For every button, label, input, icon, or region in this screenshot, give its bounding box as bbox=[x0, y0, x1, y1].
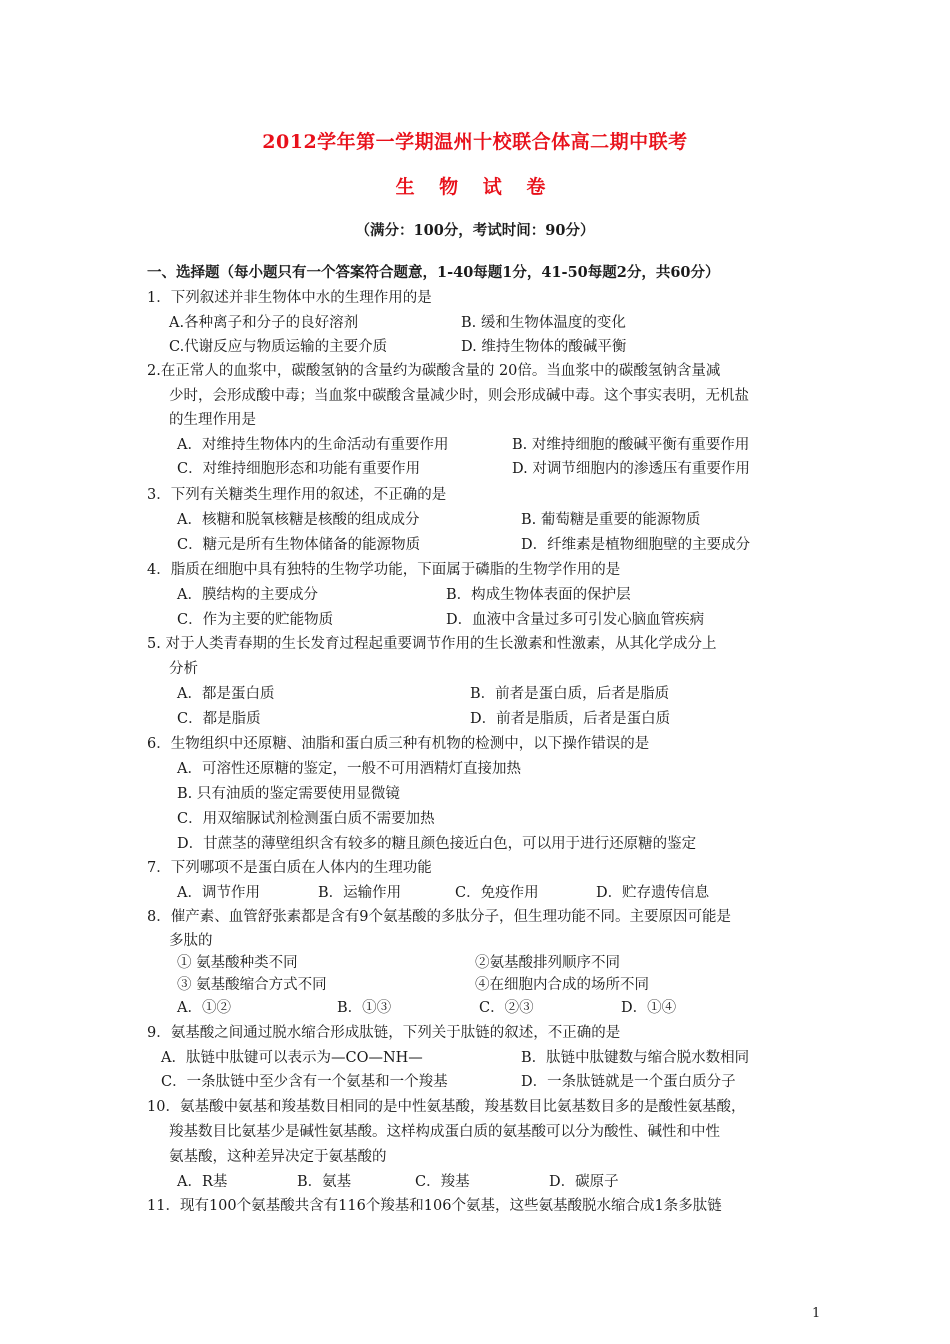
q11-stem: 11．现有100个氨基酸共含有116个羧基和106个氨基，这些氨基酸脱水缩合成1条多肽链 bbox=[147, 1198, 722, 1214]
q8-option-a: A．①② bbox=[177, 1000, 231, 1016]
q9-option-b: B．肽链中肽键数与缩合脱水数相同 bbox=[521, 1050, 750, 1066]
subject-title: 生 物 试 卷 bbox=[395, 176, 555, 198]
q1-option-d: D. 维持生物体的酸碱平衡 bbox=[461, 339, 627, 355]
q2-option-b: B. 对维持细胞的酸碱平衡有重要作用 bbox=[512, 437, 750, 453]
q8-item-4: ④在细胞内合成的场所不同 bbox=[475, 977, 649, 993]
q9-option-d: D．一条肽链就是一个蛋白质分子 bbox=[521, 1074, 736, 1090]
exam-title: 2012学年第一学期温州十校联合体高二期中联考 bbox=[262, 131, 688, 153]
q8-option-d: D．①④ bbox=[621, 1000, 677, 1016]
q4-stem: 4．脂质在细胞中具有独特的生物学功能，下面属于磷脂的生物学作用的是 bbox=[147, 562, 621, 578]
q2-stem-line1: 2.在正常人的血浆中，碳酸氢钠的含量约为碳酸含量的 20倍。当血浆中的碳酸氢钠含量减 bbox=[147, 363, 721, 379]
q8-item-2: ②氨基酸排列顺序不同 bbox=[475, 955, 620, 971]
q8-item-1: ① 氨基酸种类不同 bbox=[177, 955, 298, 971]
q5-stem-line2: 分析 bbox=[169, 661, 198, 677]
q2-option-d: D. 对调节细胞内的渗透压有重要作用 bbox=[512, 461, 750, 477]
q1-option-c: C.代谢反应与物质运输的主要介质 bbox=[169, 339, 388, 355]
q7-option-c: C．免疫作用 bbox=[455, 885, 539, 901]
q4-option-a: A．膜结构的主要成分 bbox=[177, 587, 318, 603]
page-number: 1 bbox=[812, 1306, 821, 1321]
q6-option-b: B. 只有油质的鉴定需要使用显微镜 bbox=[177, 786, 400, 802]
exam-meta: （满分：100分，考试时间：90分） bbox=[355, 222, 595, 239]
q5-stem-line1: 5. 对于人类青春期的生长发育过程起重要调节作用的生长激素和性激素，从其化学成分上 bbox=[147, 636, 717, 652]
q9-stem: 9．氨基酸之间通过脱水缩合形成肽链，下列关于肽链的叙述，不正确的是 bbox=[147, 1025, 621, 1041]
q4-option-d: D．血液中含量过多可引发心脑血管疾病 bbox=[446, 612, 705, 628]
q8-option-c: C．②③ bbox=[479, 1000, 534, 1016]
q4-option-c: C．作为主要的贮能物质 bbox=[177, 612, 334, 628]
q6-option-c: C．用双缩脲试剂检测蛋白质不需要加热 bbox=[177, 811, 435, 827]
q10-stem-line1: 10．氨基酸中氨基和羧基数目相同的是中性氨基酸，羧基数目比氨基数目多的是酸性氨基酸， bbox=[147, 1099, 746, 1115]
q8-stem-line2: 多肽的 bbox=[169, 933, 213, 949]
q3-option-d: D．纤维素是植物细胞壁的主要成分 bbox=[521, 537, 751, 553]
q7-stem: 7．下列哪项不是蛋白质在人体内的生理功能 bbox=[147, 860, 432, 876]
q4-option-b: B．构成生物体表面的保护层 bbox=[446, 587, 631, 603]
q5-option-c: C．都是脂质 bbox=[177, 711, 261, 727]
q9-option-c: C．一条肽链中至少含有一个氨基和一个羧基 bbox=[161, 1074, 448, 1090]
q6-option-a: A．可溶性还原糖的鉴定，一般不可用酒精灯直接加热 bbox=[177, 761, 521, 777]
q2-stem-line3: 的生理作用是 bbox=[169, 412, 256, 428]
q6-stem: 6．生物组织中还原糖、油脂和蛋白质三种有机物的检测中，以下操作错误的是 bbox=[147, 736, 650, 752]
q5-option-d: D．前者是脂质，后者是蛋白质 bbox=[470, 711, 671, 727]
q5-option-b: B．前者是蛋白质，后者是脂质 bbox=[470, 686, 670, 702]
q10-option-d: D．碳原子 bbox=[549, 1174, 619, 1190]
q5-option-a: A．都是蛋白质 bbox=[177, 686, 275, 702]
q3-stem: 3．下列有关糖类生理作用的叙述，不正确的是 bbox=[147, 487, 447, 503]
q2-option-a: A．对维持生物体内的生命活动有重要作用 bbox=[177, 437, 449, 453]
q9-option-a: A．肽链中肽键可以表示为—CO—NH— bbox=[161, 1050, 423, 1066]
q6-option-d: D．甘蔗茎的薄壁组织含有较多的糖且颜色接近白色，可以用于进行还原糖的鉴定 bbox=[177, 836, 697, 852]
q8-stem-line1: 8．催产素、血管舒张素都是含有9个氨基酸的多肽分子，但生理功能不同。主要原因可能是 bbox=[147, 909, 731, 925]
q7-option-d: D．贮存遗传信息 bbox=[596, 885, 710, 901]
q2-stem-line2: 少时，会形成酸中毒；当血浆中碳酸含量减少时，则会形成碱中毒。这个事实表明，无机盐 bbox=[169, 388, 749, 404]
q8-item-3: ③ 氨基酸缩合方式不同 bbox=[177, 977, 327, 993]
q2-option-c: C．对维持细胞形态和功能有重要作用 bbox=[177, 461, 421, 477]
q10-option-a: A．R基 bbox=[177, 1174, 228, 1190]
q1-option-a: A.各种离子和分子的良好溶剂 bbox=[169, 315, 359, 331]
q10-stem-line2: 羧基数目比氨基少是碱性氨基酸。这样构成蛋白质的氨基酸可以分为酸性、碱性和中性 bbox=[169, 1124, 720, 1140]
section-heading: 一、选择题（每小题只有一个答案符合题意，1-40每题1分，41-50每题2分，共60分） bbox=[147, 264, 720, 281]
q1-stem: 1．下列叙述并非生物体中水的生理作用的是 bbox=[147, 290, 432, 306]
q10-stem-line3: 氨基酸，这种差异决定于氨基酸的 bbox=[169, 1149, 387, 1165]
q1-option-b: B. 缓和生物体温度的变化 bbox=[461, 315, 626, 331]
q7-option-a: A．调节作用 bbox=[177, 885, 260, 901]
q8-option-b: B．①③ bbox=[337, 1000, 392, 1016]
q3-option-b: B. 葡萄糖是重要的能源物质 bbox=[521, 512, 701, 528]
q3-option-c: C．糖元是所有生物体储备的能源物质 bbox=[177, 537, 421, 553]
q7-option-b: B．运输作用 bbox=[318, 885, 402, 901]
q10-option-c: C．羧基 bbox=[415, 1174, 470, 1190]
q10-option-b: B．氨基 bbox=[297, 1174, 352, 1190]
q3-option-a: A．核糖和脱氧核糖是核酸的组成成分 bbox=[177, 512, 420, 528]
